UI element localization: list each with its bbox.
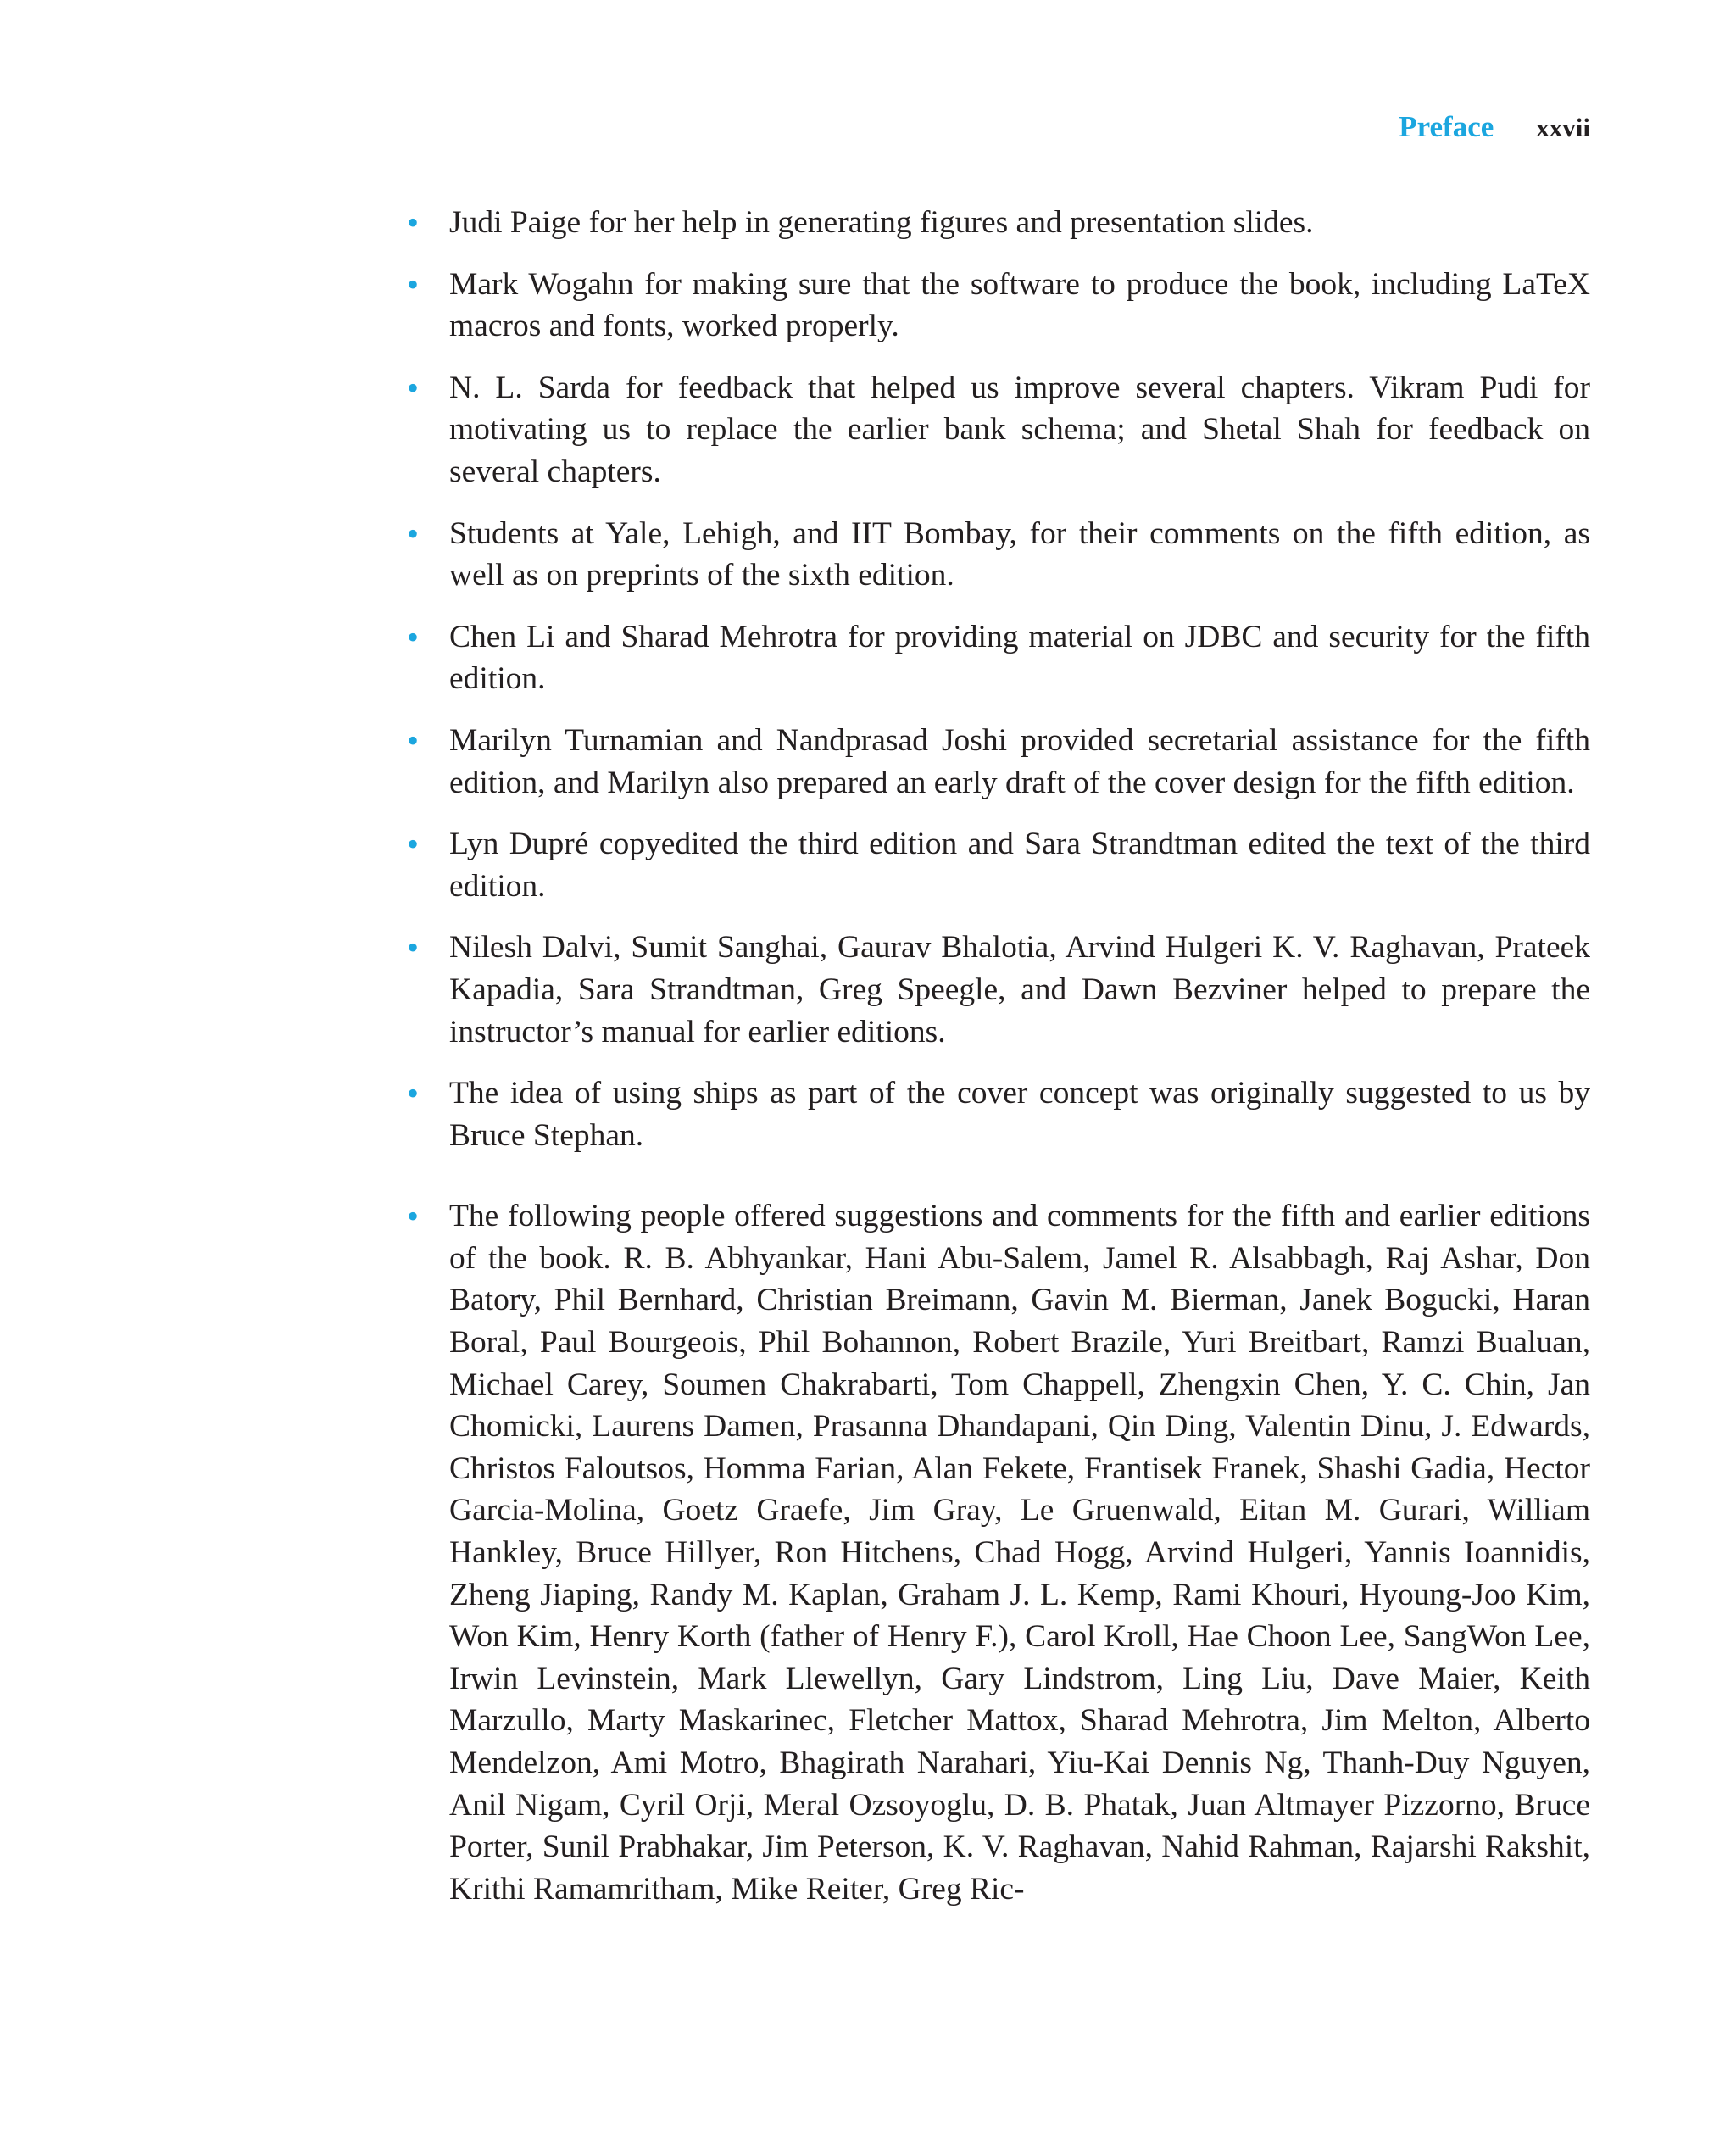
bullet-icon: • (407, 928, 420, 967)
list-item-text: Marilyn Turnamian and Nandprasad Joshi provided secretarial assistance for the fifth edition, and Marilyn also prepared an early draft of the cover design for the fifth edition. (449, 722, 1590, 800)
bullet-icon: • (407, 617, 420, 656)
list-item (407, 513, 1590, 597)
list-item-text: N. L. Sarda for feedback that helped us improve several chapters. Vikram Pudi for motivating us to replace the earlier bank schema; and Shetal Shah for feedback on several chapters. (449, 370, 1590, 489)
list-item-text: The following people offered suggestions and comments for the fifth and earlier editions of the book. R. B. Abhyankar, Hani Abu-Salem, Jamel R. Alsabbagh, Raj Ashar, Don Batory, Phil Bernhard, Christian Breimann, Gavin M. Bierman, Janek Bogucki, Haran Boral, Paul Bourgeois, Phil Bohannon, Robert Brazile, Yuri Breitbart, Ramzi Bualuan, Michael Carey, Soumen Chakrabarti, Tom Chappell, Zhengxin Chen, Y. C. Chin, Jan Chomicki, Laurens Damen, Prasanna Dhandapani, Qin Ding, Valentin Dinu, J. Edwards, Christos Faloutsos, Homma Farian, Alan Fekete, Frantisek Franek, Shashi Gadia, Hector Garcia-Molina, Goetz Graefe, Jim Gray, Le Gruenwald, Eitan M. Gurari, William Hankley, Bruce Hillyer, Ron Hitchens, Chad Hogg, Arvind Hulgeri, Yannis Ioannidis, Zheng Jiaping, Randy M. Kaplan, Graham J. L. Kemp, Rami Khouri, Hyoung-Joo Kim, Won Kim, Henry Korth (father of Henry F.), Carol Kroll, Hae Choon Lee, SangWon Lee, Irwin Levinstein, Mark Llewellyn, Gary Lindstrom, Ling Liu, Dave Maier, Keith Marzullo, Marty Maskarinec, Fletcher Mattox, Sharad Mehrotra, Jim Melton, Alberto Mendelzon, Ami Motro, Bhagirath Narahari, Yiu-Kai Dennis Ng, Thanh-Duy Nguyen, Anil Nigam, Cyril Orji, Meral Ozsoyoglu, D. B. Phatak, Juan Altmayer Pizzorno, Bruce Porter, Sunil Prabhakar, Jim Peterson, K. V. Raghavan, Nahid Rahman, Rajarshi Rakshit, Krithi Ramamritham, Mike Reiter, Greg Ric- (449, 1199, 1590, 1907)
page-number: xxvii (1536, 113, 1590, 142)
acknowledgement-list (407, 202, 1590, 1929)
list-item (407, 367, 1590, 493)
section-title: Preface (1399, 110, 1494, 143)
list-item-text: Chen Li and Sharad Mehrotra for providing material on JDBC and security for the fifth edition. (449, 619, 1590, 697)
bullet-icon: • (407, 368, 420, 407)
bullet-icon: • (407, 721, 420, 760)
bullet-icon: • (407, 264, 420, 303)
list-item (407, 202, 1590, 244)
bullet-icon: • (407, 203, 420, 242)
list-item-text: Judi Paige for her help in generating figures and presentation slides. (449, 205, 1314, 240)
list-item-text: The idea of using ships as part of the cover concept was originally suggested to us by Bruce Stephan. (449, 1076, 1590, 1153)
bullet-icon: • (407, 1074, 420, 1113)
list-item-text: Nilesh Dalvi, Sumit Sanghai, Gaurav Bhalotia, Arvind Hulgeri K. V. Raghavan, Prateek Kapadia, Sara Strandtman, Greg Speegle, and Dawn Bezviner helped to prepare the instructor’s manual for earlier editions. (449, 930, 1590, 1049)
list-item-text: Mark Wogahn for making sure that the software to produce the book, including LaTeX macros and fonts, worked properly. (449, 266, 1590, 344)
bullet-icon: • (407, 1197, 420, 1236)
list-item-text: Students at Yale, Lehigh, and IIT Bombay, for their comments on the fifth edition, as well as on preprints of the sixth edition. (449, 515, 1590, 593)
list-item (407, 823, 1590, 907)
list-item (407, 264, 1590, 348)
list-item (407, 1072, 1590, 1156)
list-item-text: Lyn Dupré copyedited the third edition and Sara Strandtman edited the text of the third edition. (449, 827, 1590, 904)
list-item (407, 616, 1590, 700)
bullet-icon: • (407, 825, 420, 864)
list-item (407, 1195, 1590, 1910)
bullet-icon: • (407, 514, 420, 553)
list-item (407, 927, 1590, 1053)
list-item (407, 720, 1590, 804)
running-head (1399, 110, 1590, 153)
